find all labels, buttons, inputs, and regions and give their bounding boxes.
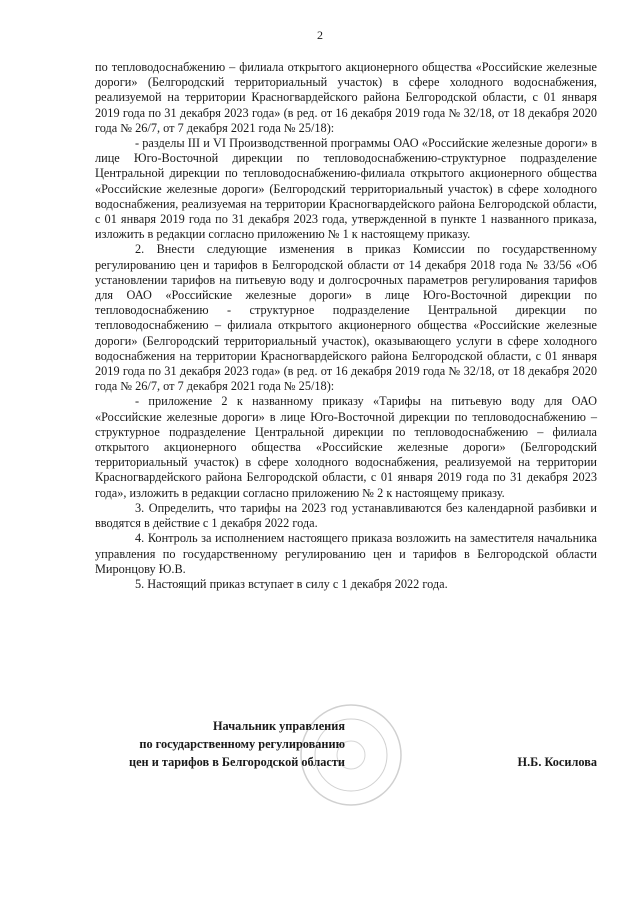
signature-block: [95, 717, 597, 777]
signatory-title-line: цен и тарифов в Белгородской области: [129, 755, 345, 769]
page-number: 2: [317, 28, 323, 42]
paragraph-continuation: по тепловодоснабжению – филиала открытого акционерного общества «Российские железные дороги» (Белгородский территориальный участок) в сфере холодного водоснабжения, реализуемой на территории Красногвардейского района Белгородской области, с 01 января 2019 года по 31 декабря 2023 года» (в ред. от 16 декабря 2019 года № 32/18, от 18 декабря 2020 года № 26/7, от 7 декабря 2021 года № 25/18):: [95, 60, 597, 135]
paragraph-item-5: 5. Настоящий приказ вступает в силу с 1 декабря 2022 года.: [135, 576, 448, 591]
paragraph-item-2: 2. Внести следующие изменения в приказ Комиссии по государственному регулированию цен и тарифов в Белгородской области от 14 декабря 2018 года № 33/56 «Об установлении тарифов на питьевую воду и долгосрочных параметров регулирования тарифов для ОАО «Российские железные дороги» в лице Юго-Восточной дирекции по тепловодоснабжению - структурное подразделение Центральной дирекции по тепловодоснабжению – филиала открытого акционерного общества «Российские железные дороги» (Белгородский территориальный участок), оказывающего услуги в сфере холодного водоснабжения на территории Красногвардейского района Белгородской области, с 01 января 2019 года по 31 декабря 2023 года» (в ред. от 16 декабря 2019 года № 32/18, от 18 декабря 2020 года № 26/7, от 7 декабря 2021 года № 25/18):: [95, 242, 597, 394]
paragraph-sections-item: - разделы III и VI Производственной программы ОАО «Российские железные дороги» в лице Юго-Восточной дирекции по тепловодоснабжению-структурное подразделение Центральной дирекции по тепловодоснабжению-филиала открытого акционерного общества «Российские железные дороги» (Белгородский территориальный участок) в сфере холодного водоснабжения, реализуемая на территории Красногвардейского района Белгородской области, с 01 января 2019 года по 31 декабря 2023 года, утвержденной в пункте 1 названного приказа, изложить в редакции согласно приложению № 1 к настоящему приказу.: [95, 136, 597, 242]
signatory-title-line: по государственному регулированию: [139, 737, 345, 751]
signatory-name: Н.Б. Косилова: [517, 755, 597, 769]
paragraph-annex-item: - приложение 2 к названному приказу «Тарифы на питьевую воду для ОАО «Российские железные дороги» в лице Юго-Восточной дирекции по тепловодоснабжению – структурное подразделение Центральной дирекции по тепловодоснабжению – филиала открытого акционерного общества «Российские железные дороги» (Белгородский территориальный участок) в сфере холодного водоснабжения, реализуемой на территории Красногвардейского района Белгородской области, с 01 января 2019 года по 31 декабря 2023 года», изложить в редакции согласно приложению № 2 к настоящему приказу.: [95, 394, 597, 500]
paragraph-item-4: 4. Контроль за исполнением настоящего приказа возложить на заместителя начальника управления по государственному регулированию цен и тарифов в Белгородской области Миронцову Ю.В.: [95, 531, 597, 576]
signatory-title: [95, 717, 345, 771]
paragraph-item-3: 3. Определить, что тарифы на 2023 год устанавливаются без календарной разбивки и вводятся в действие с 1 декабря 2022 года.: [95, 500, 597, 531]
document-body: [95, 60, 597, 592]
signatory-title-line: Начальник управления: [212, 719, 345, 733]
